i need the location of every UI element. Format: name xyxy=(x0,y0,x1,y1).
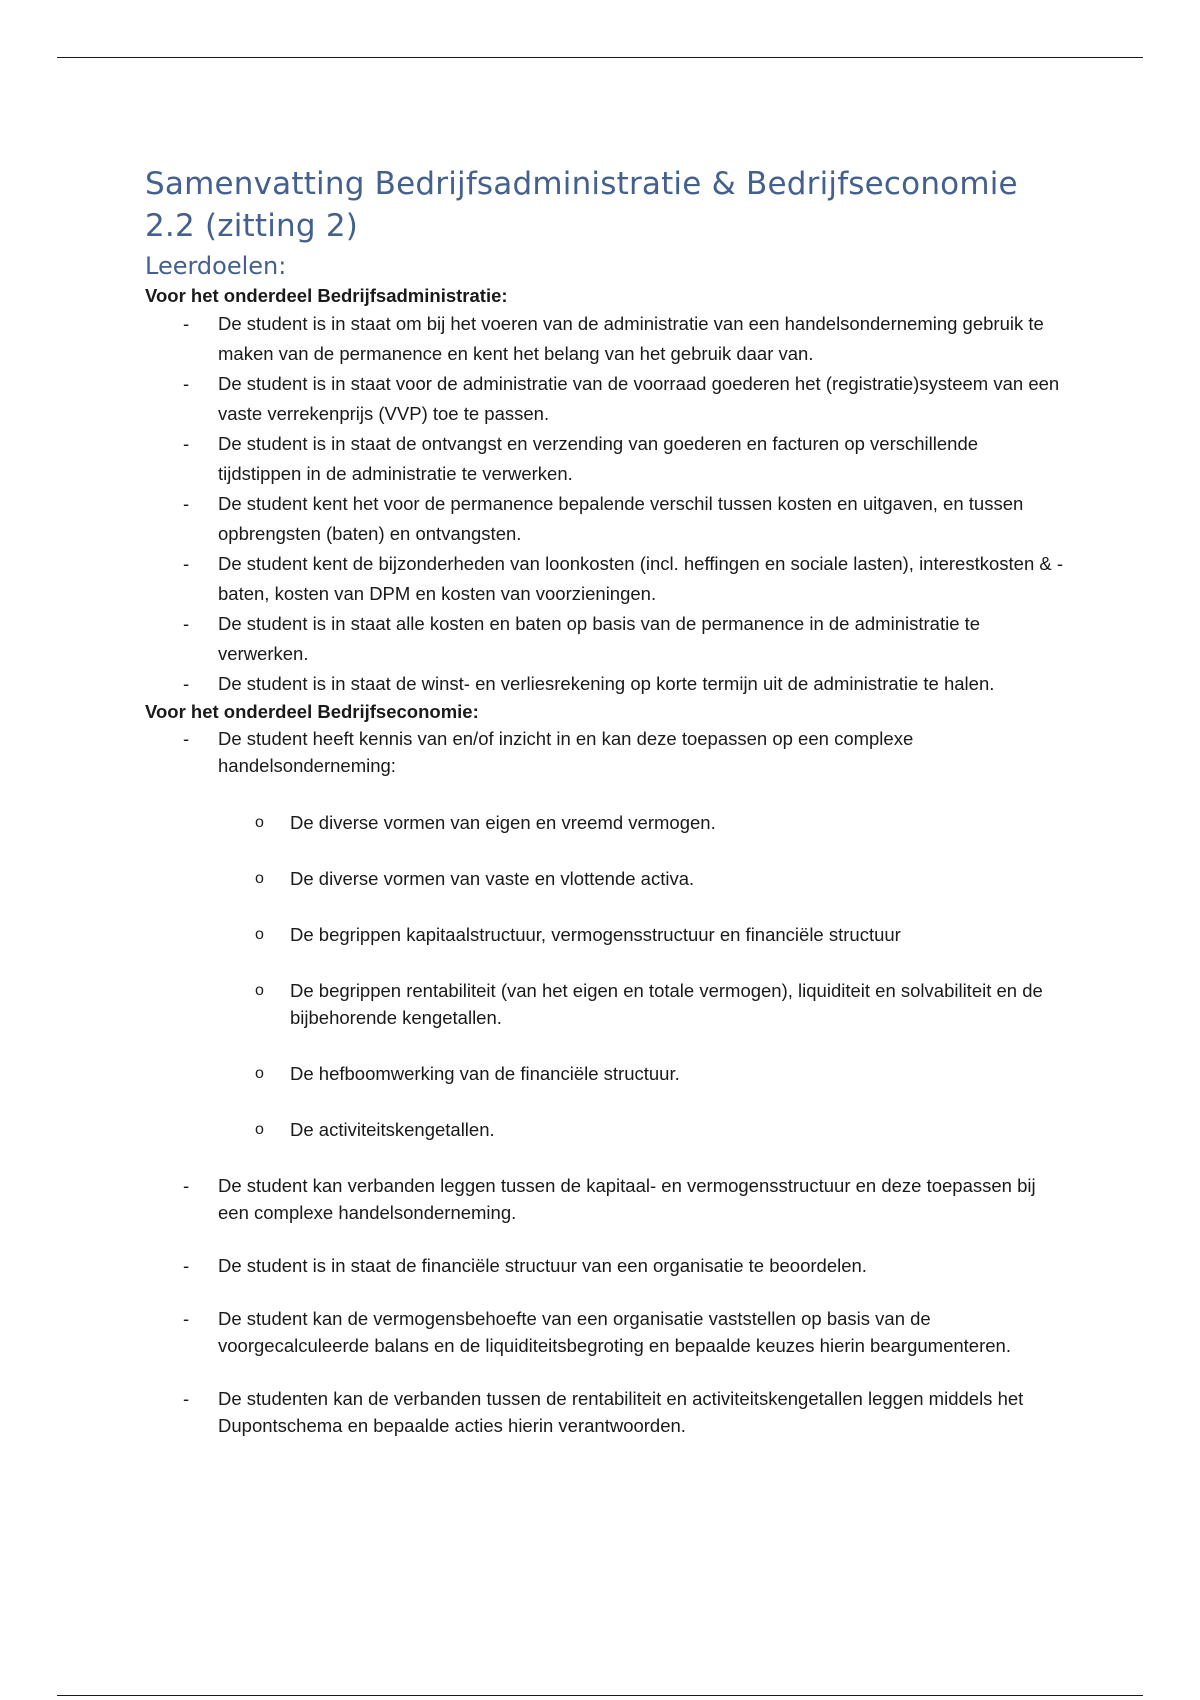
sub-list-item: o De diverse vormen van eigen en vreemd vermogen. xyxy=(145,809,1065,836)
circle-bullet: o xyxy=(255,926,264,943)
list-item: - De student kan de vermogensbehoefte van een organisatie vaststellen op basis van de voorgecalculeerde balans en de liquiditeitsbegroting en bepaalde keuzes hierin beargumenteren. xyxy=(145,1305,1065,1359)
list-item: - De student kan verbanden leggen tussen de kapitaal- en vermogensstructuur en deze toepassen bij een complexe handelsonderneming. xyxy=(145,1172,1065,1226)
list-bedrijfseconomie-continued xyxy=(145,1172,1065,1439)
section-label-bedrijfsadministratie: Voor het onderdeel Bedrijfsadministratie: xyxy=(145,285,508,306)
list-bedrijfseconomie xyxy=(145,725,1065,779)
dash-bullet: - xyxy=(183,728,190,749)
document-title: Samenvatting Bedrijfsadministratie & Bedrijfseconomie 2.2 (zitting 2) xyxy=(145,166,1018,244)
list-bedrijfsadministratie xyxy=(145,309,1065,699)
circle-bullet: o xyxy=(255,1065,264,1082)
dash-bullet: - xyxy=(183,1308,190,1329)
list-item: - De student is in staat de ontvangst en verzending van goederen en facturen op verschillende tijdstippen in de administratie te verwerken. xyxy=(145,429,1065,489)
list-item: - De student is in staat om bij het voeren van de administratie van een handelsonderneming gebruik te maken van de permanence en kent het belang van het gebruik daar van. xyxy=(145,309,1065,369)
header-rule xyxy=(57,57,1143,58)
list-item: - De student kent de bijzonderheden van loonkosten (incl. heffingen en sociale lasten), interestkosten & -baten, kosten van DPM en kosten van voorzieningen. xyxy=(145,549,1065,609)
dash-bullet: - xyxy=(183,313,190,334)
sub-list-item: o De diverse vormen van vaste en vlottende activa. xyxy=(145,865,1065,892)
dash-bullet: - xyxy=(183,673,190,694)
section-heading-leerdoelen: Leerdoelen: xyxy=(145,252,287,280)
section-label-bedrijfseconomie: Voor het onderdeel Bedrijfseconomie: xyxy=(145,701,479,722)
list-item: - De student kent het voor de permanence bepalende verschil tussen kosten en uitgaven, en tussen opbrengsten (baten) en ontvangsten. xyxy=(145,489,1065,549)
circle-bullet: o xyxy=(255,870,264,887)
list-item: - De student is in staat de financiële structuur van een organisatie te beoordelen. xyxy=(145,1252,1065,1279)
sub-list-item: o De begrippen kapitaalstructuur, vermogensstructuur en financiële structuur xyxy=(145,921,1065,948)
dash-bullet: - xyxy=(183,1175,190,1196)
footer-rule xyxy=(57,1695,1143,1696)
dash-bullet: - xyxy=(183,553,190,574)
dash-bullet: - xyxy=(183,493,190,514)
document-body xyxy=(145,163,1065,1439)
dash-bullet: - xyxy=(183,1388,190,1409)
dash-bullet: - xyxy=(183,433,190,454)
sub-list-item: o De activiteitskengetallen. xyxy=(145,1116,1065,1143)
list-item: - De studenten kan de verbanden tussen de rentabiliteit en activiteitskengetallen leggen middels het Dupontschema en bepaalde acties hierin verantwoorden. xyxy=(145,1385,1065,1439)
circle-bullet: o xyxy=(255,1121,264,1138)
dash-bullet: - xyxy=(183,373,190,394)
list-item: - De student heeft kennis van en/of inzicht in en kan deze toepassen op een complexe handelsonderneming: xyxy=(145,725,1065,779)
list-item: - De student is in staat alle kosten en baten op basis van de permanence in de administratie te verwerken. xyxy=(145,609,1065,669)
sublist-bedrijfseconomie xyxy=(145,809,1065,1143)
list-item: - De student is in staat voor de administratie van de voorraad goederen het (registratie)systeem van een vaste verrekenprijs (VVP) toe te passen. xyxy=(145,369,1065,429)
sub-list-item: o De begrippen rentabiliteit (van het eigen en totale vermogen), liquiditeit en solvabiliteit en de bijbehorende kengetallen. xyxy=(145,977,1065,1031)
list-item: - De student is in staat de winst- en verliesrekening op korte termijn uit de administratie te halen. xyxy=(145,669,1065,699)
dash-bullet: - xyxy=(183,613,190,634)
circle-bullet: o xyxy=(255,814,264,831)
sub-list-item: o De hefboomwerking van de financiële structuur. xyxy=(145,1060,1065,1087)
dash-bullet: - xyxy=(183,1255,190,1276)
circle-bullet: o xyxy=(255,982,264,999)
